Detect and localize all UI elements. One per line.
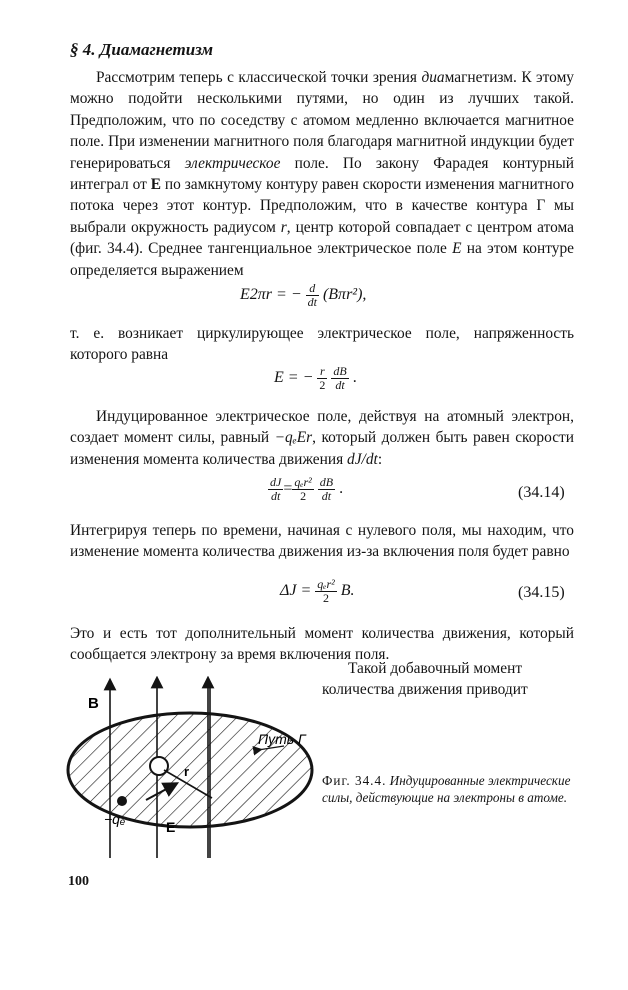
eq3-f1-den: dt	[270, 489, 281, 503]
p3-text-b: , который должен быть равен скорости изменения момента количества движения	[70, 429, 574, 468]
eq3-f2-num: qₑr²	[294, 475, 312, 489]
eq3-frac-3	[318, 476, 335, 503]
paragraph-3	[70, 406, 574, 470]
p1-text-e: , центр которой совпадает с центром атома (фиг. 34.4). Среднее тангенциальное электрическое поле	[70, 218, 574, 258]
eq1-rhs: (Bπr²),	[322, 286, 367, 304]
caption-text: Индуцированные электрические силы, действующие на электроны в атоме.	[322, 773, 571, 805]
eq1-frac	[306, 282, 319, 309]
eq3-end: .	[339, 480, 344, 498]
eq4-lhs: ΔJ =	[280, 582, 312, 600]
eq3-f2-den: 2	[300, 489, 307, 503]
p1-vector-E: E	[150, 176, 161, 194]
equation-3	[268, 476, 343, 503]
eq3-f3-den: dt	[321, 489, 332, 503]
label-E: E	[166, 819, 176, 835]
paragraph-5: Это и есть тот дополнительный момент количества движения, который сообщается электрону за время включения поля.	[70, 625, 574, 664]
eq2-frac-2	[331, 365, 348, 392]
eq2-f2-num: dB	[333, 364, 347, 378]
p1-text-b: магнетизм. К этому можно подойти несколькими путями, но один из лучших такой. Предположим, что по соседству с атомом медленно включается магнитное поле. При изменении магнитного поля благодаря магнитной индукции будет генерироваться	[70, 69, 574, 172]
equation-1	[240, 282, 366, 309]
caption-prefix: Фиг. 34.4.	[322, 773, 387, 788]
p3-moment: −qₑEr	[274, 429, 313, 447]
paragraph-4: Интегрируя теперь по времени, начиная с нулевого поля, мы находим, что изменение момента количества движения из-за включения поля будет равно	[70, 522, 574, 561]
eq2-f1-den: 2	[319, 378, 326, 392]
paragraph-6	[322, 658, 574, 701]
p1-text-d: по замкнутому контуру равен скорости изменения магнитного потока через этот контур. Предположим, что в качестве контура Г мы выбрали окружность радиусом	[70, 176, 574, 236]
label-B: B	[88, 695, 99, 712]
eq2-f1-num: r	[317, 365, 327, 379]
figure-34-4	[60, 676, 322, 866]
eq3-frac-1	[268, 476, 283, 503]
label-r: r	[184, 764, 190, 779]
eq4-rhs: B.	[340, 582, 355, 600]
p6-line-2: количества движения приводит	[322, 681, 528, 699]
p3-dJdt: dJ/dt	[347, 450, 378, 468]
p1-r: r	[280, 218, 287, 236]
p1-text-c: поле. По закону Фарадея контурный интеграл от	[70, 154, 574, 194]
p1-E-italic: E	[452, 240, 462, 258]
p1-em-dia: диа	[421, 69, 445, 86]
eq2-f2-den: dt	[335, 378, 345, 392]
equation-2	[274, 365, 357, 392]
equation-number-34-15: (34.15)	[518, 584, 565, 601]
eq3-frac-2	[292, 476, 313, 503]
section-heading: § 4. Диамагнетизм	[70, 40, 214, 59]
p1-em-electric: электрическое	[184, 154, 281, 172]
p1-text-a: Рассмотрим теперь с классической точки зрения	[96, 69, 422, 86]
eq3-eq: =	[283, 480, 293, 498]
eq4-num: qₑr²	[317, 577, 335, 591]
eq4-frac	[315, 578, 336, 605]
label-minus-qe: −qₑ	[104, 811, 126, 827]
eq1-lhs: E2πr = −	[240, 286, 302, 304]
eq2-frac-1	[317, 365, 327, 392]
p3-text-c: :	[377, 450, 383, 468]
eq2-lhs: E = −	[274, 369, 314, 387]
figure-caption	[322, 772, 576, 806]
eq3-f1-num: dJ	[270, 475, 282, 489]
p1-text-f: на этом контуре определяется выражением	[70, 240, 574, 279]
equation-4	[280, 578, 355, 605]
paragraph-1	[70, 67, 574, 281]
eq1-den: dt	[307, 295, 317, 309]
eq1-num: d	[306, 282, 319, 296]
label-path-gamma: Путь Г	[258, 731, 306, 747]
eq2-end: .	[352, 369, 357, 387]
electron-dot	[117, 796, 127, 806]
eq3-f3-num: dB	[319, 475, 334, 489]
eq4-den: 2	[323, 591, 329, 605]
page-number: 100	[68, 874, 89, 889]
paragraph-2: т. е. возникает циркулирующее электрическое поле, напряженность которого равна	[70, 325, 574, 364]
equation-number-34-14: (34.14)	[518, 484, 565, 501]
p6-line-1: Такой добавочный момент	[348, 660, 523, 677]
nucleus	[150, 757, 168, 775]
p3-text-a: Индуцированное электрическое поле, действуя на атомный электрон, создает момент силы, равный	[70, 408, 574, 447]
